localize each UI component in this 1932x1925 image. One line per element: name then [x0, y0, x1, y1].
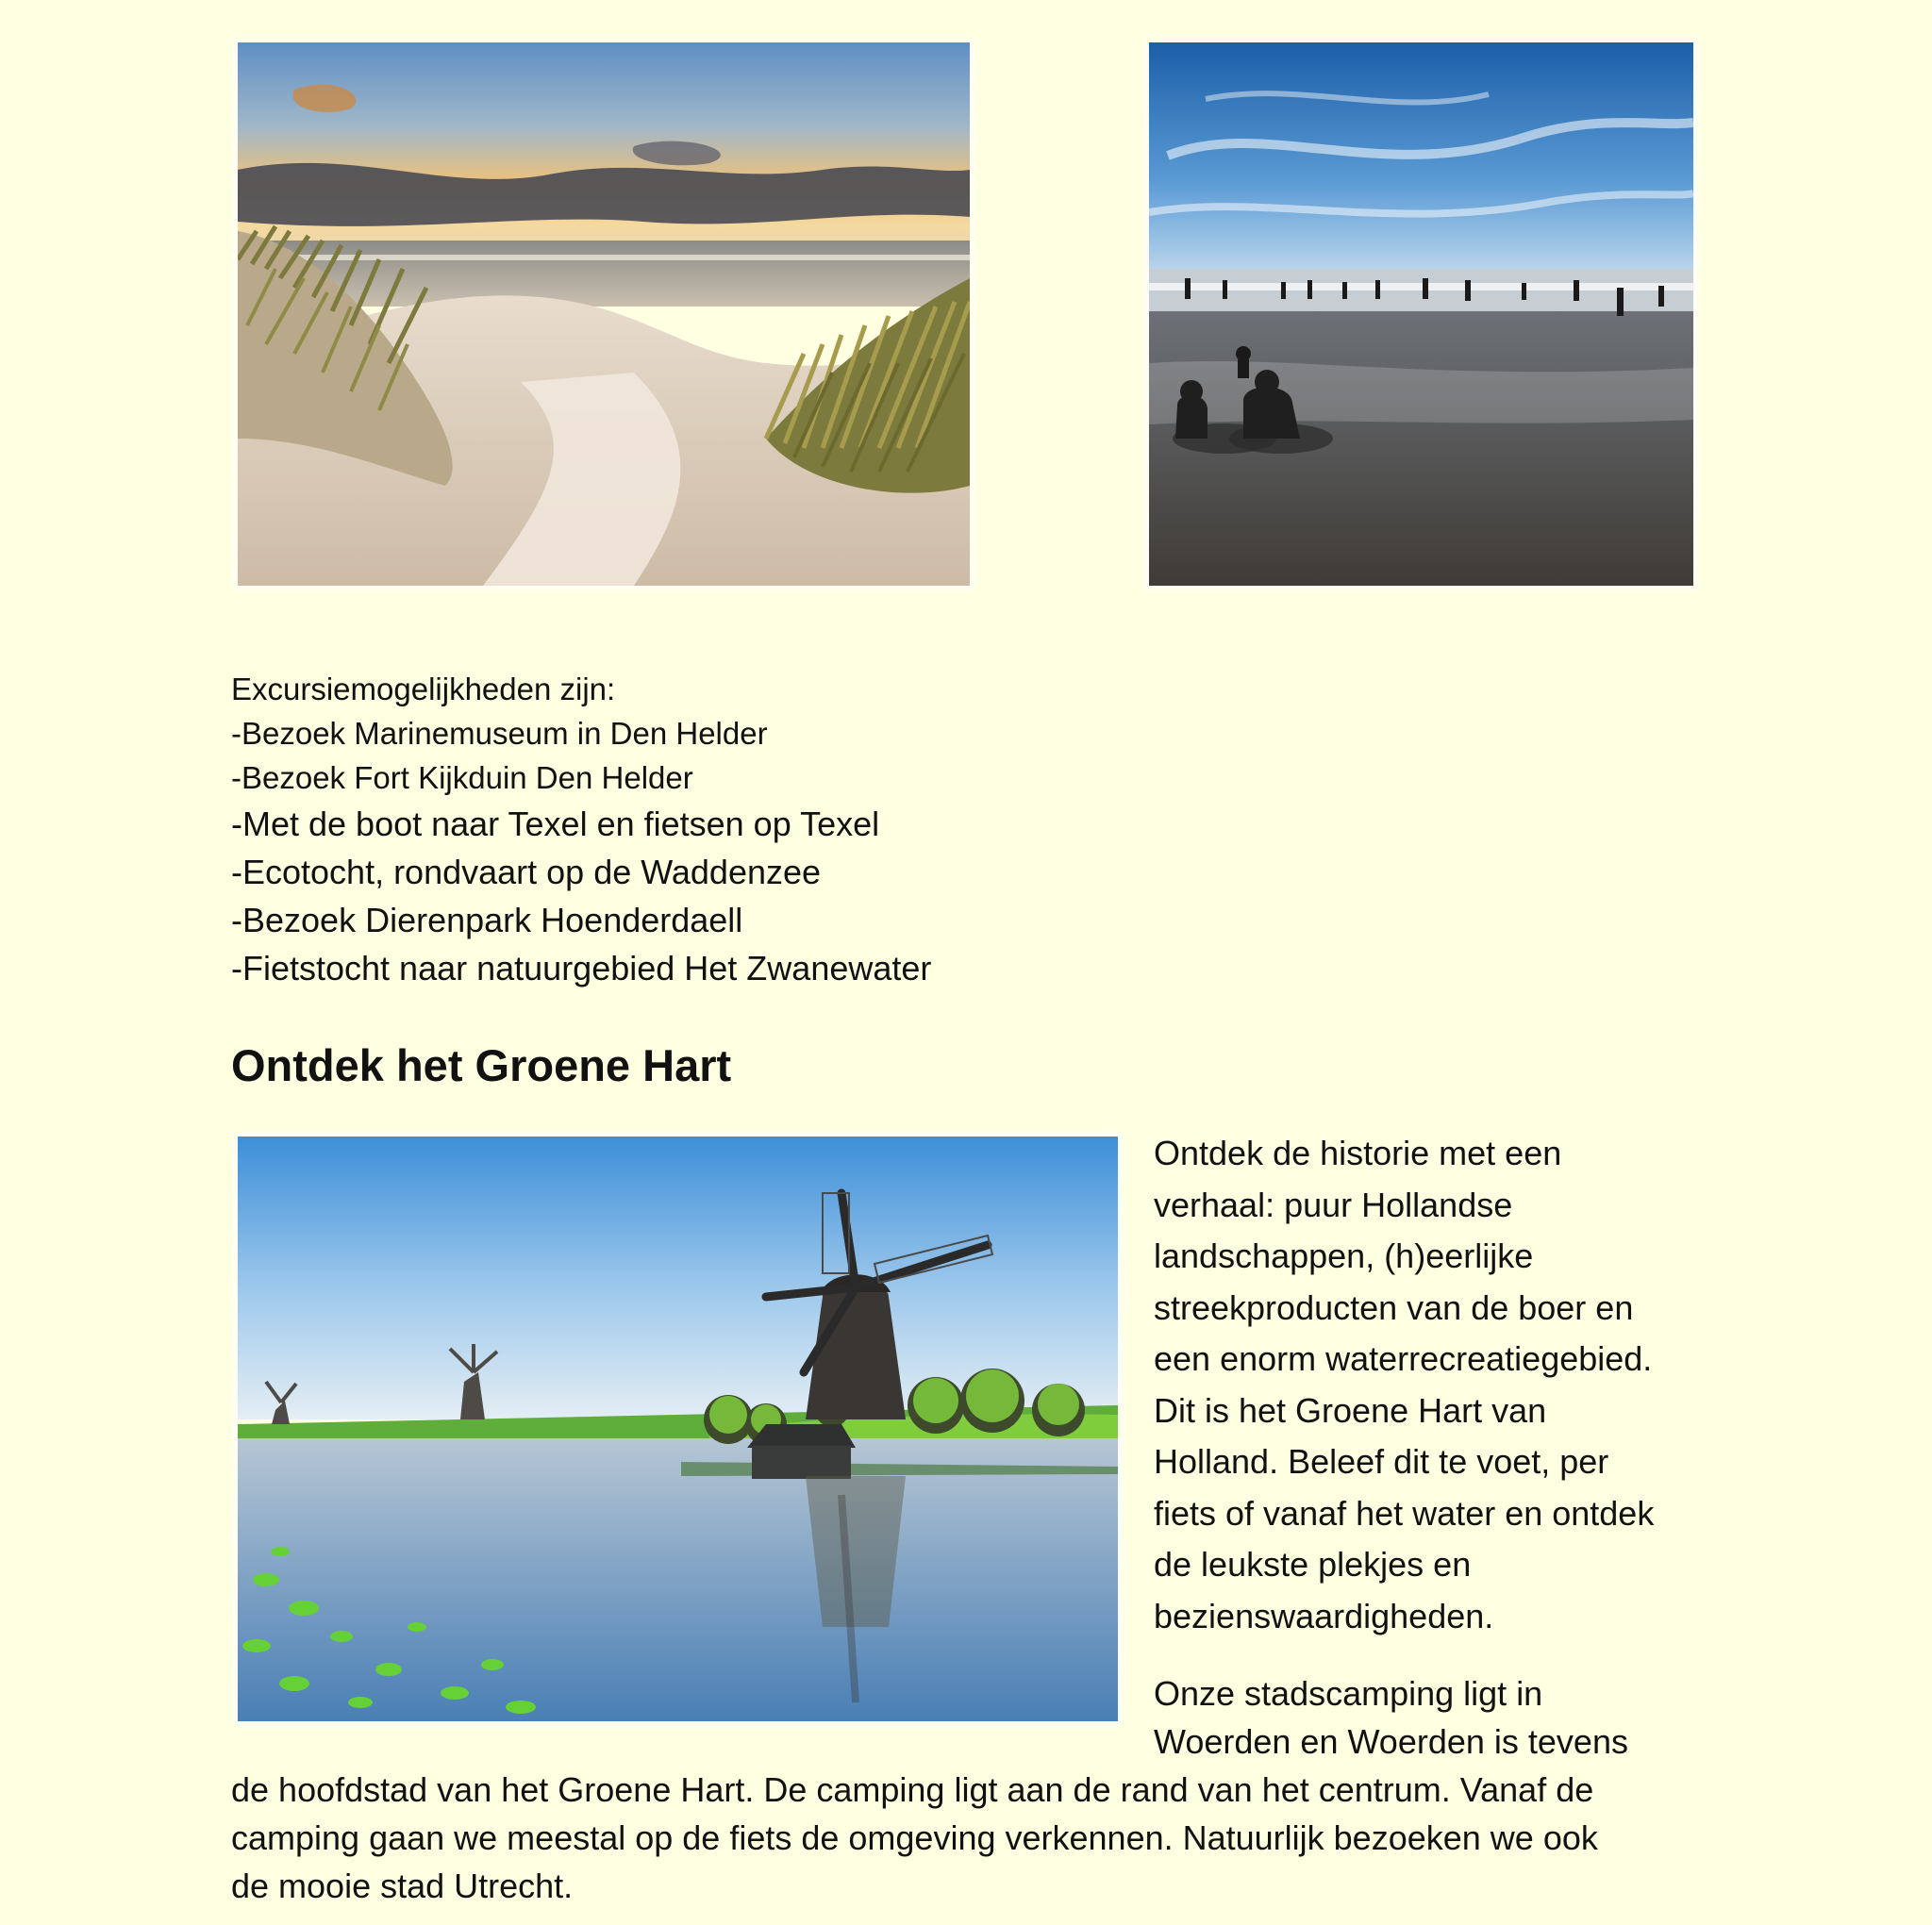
paragraph-line: Holland. Beleef dit te voet, per	[1154, 1442, 1609, 1481]
paragraph-line: camping gaan we meestal op de fiets de omgeving verkennen. Natuurlijk bezoeken we ook	[231, 1818, 1598, 1857]
dunes-sunset-photo	[238, 42, 970, 586]
excursions-intro: Excursiemogelijkheden zijn:	[231, 672, 616, 706]
paragraph-line: bezienswaardigheden.	[1154, 1596, 1494, 1635]
paragraph-line: Onze stadscamping ligt in	[1154, 1674, 1543, 1713]
paragraph-line: streekproducten van de boer en	[1154, 1287, 1634, 1327]
excursion-item: -Bezoek Dierenpark Hoenderdaell	[231, 901, 743, 939]
paragraph-line: Ontdek de historie met een	[1154, 1134, 1562, 1172]
windmills-photo	[238, 1137, 1118, 1721]
paragraph-line: Woerden en Woerden is tevens	[1154, 1722, 1628, 1761]
section-title: Ontdek het Groene Hart	[231, 1040, 732, 1090]
paragraph-line: landschappen, (h)eerlijke	[1154, 1236, 1534, 1275]
excursion-item: -Ecotocht, rondvaart op de Waddenzee	[231, 853, 822, 891]
beach-people-photo	[1149, 42, 1693, 586]
excursion-item: -Fietstocht naar natuurgebied Het Zwanewater	[231, 949, 932, 987]
paragraph-line: een enorm waterrecreatiegebied.	[1154, 1339, 1653, 1378]
campsite-paragraph-start	[1154, 1669, 1720, 1766]
excursion-item: -Bezoek Marinemuseum in Den Helder	[231, 716, 768, 751]
paragraph-line: de hoofdstad van het Groene Hart. De camping ligt aan de rand van het centrum. Vanaf de	[231, 1770, 1594, 1809]
paragraph-line: Dit is het Groene Hart van	[1154, 1390, 1547, 1430]
groene-hart-intro-paragraph	[1154, 1128, 1710, 1642]
excursion-item: -Met de boot naar Texel en fietsen op Texel	[231, 805, 880, 843]
campsite-paragraph-continuation	[231, 1766, 1731, 1910]
paragraph-line: de mooie stad Utrecht.	[231, 1867, 574, 1905]
paragraph-line: de leukste plekjes en	[1154, 1545, 1472, 1584]
paragraph-line: fiets of vanaf het water en ontdek	[1154, 1493, 1655, 1533]
excursions-list	[231, 667, 1174, 992]
excursion-item: -Bezoek Fort Kijkduin Den Helder	[231, 760, 693, 795]
paragraph-line: verhaal: puur Hollandse	[1154, 1185, 1513, 1224]
